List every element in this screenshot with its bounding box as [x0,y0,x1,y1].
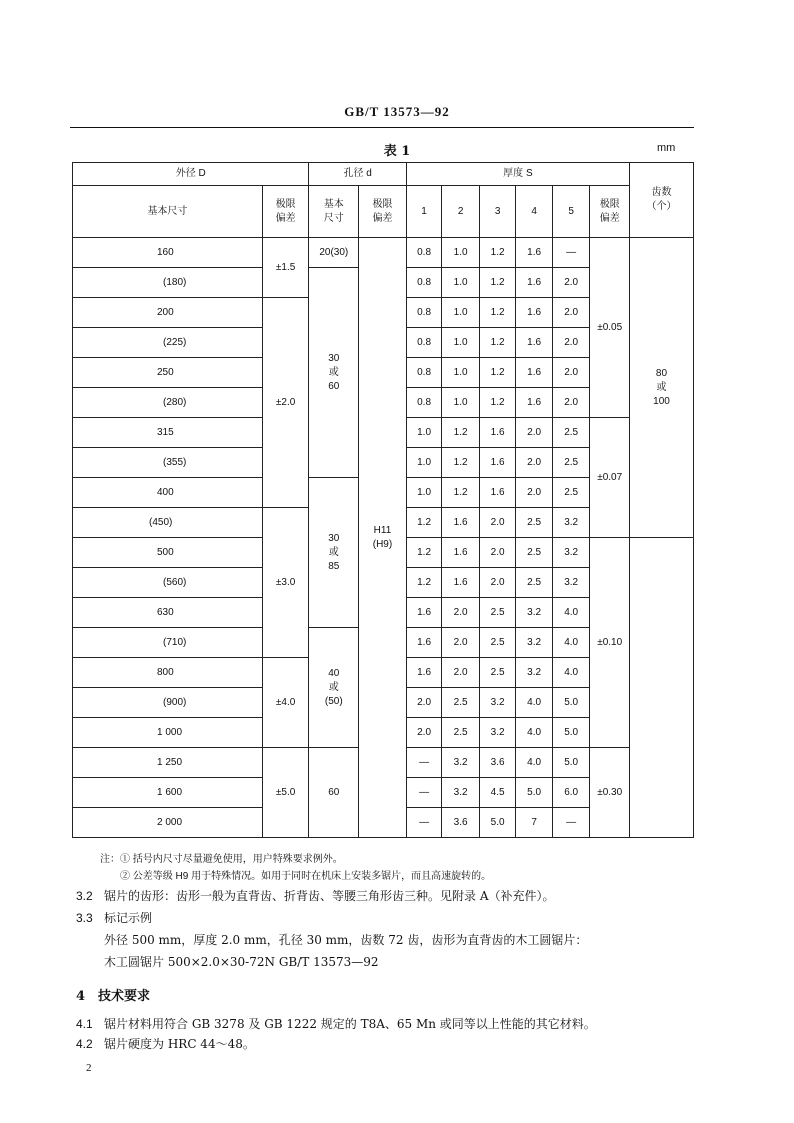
bore-tolerance-primary: H11 [373,524,392,536]
thickness-cell: 1.6 [442,508,480,538]
bore-value-b: 85 [328,560,340,572]
thickness-deviation-cell: ±0.07 [590,418,630,538]
thickness-cell: 3.2 [479,688,516,718]
clause-text: 锯片材料用符合 GB 3278 及 GB 1222 规定的 T8A、65 Mn 或同等以上性能的其它材料。 [104,1017,596,1031]
thickness-cell: 0.8 [406,298,442,328]
thickness-cell: 2.5 [516,508,553,538]
thickness-cell: 5.0 [552,748,590,778]
clause-4-2 [76,1034,255,1054]
bore-basic-cell: 20(30) [309,238,359,268]
thickness-cell: — [552,808,590,838]
thickness-cell: 1.0 [442,298,480,328]
outer-deviation-cell: ±5.0 [262,748,309,838]
clause-text: 标记示例 [104,911,153,925]
thickness-cell: 2.0 [552,328,590,358]
bore-value-or: 或 [328,366,339,378]
thickness-cell: 2.5 [479,598,516,628]
clause-text: 锯片硬度为 HRC 44～48。 [104,1037,255,1051]
thickness-cell: 1.6 [516,388,553,418]
thickness-cell: — [406,808,442,838]
teeth-count-empty-cell [629,538,693,838]
thickness-cell: 4.0 [516,718,553,748]
header-basic-size: 基本尺寸 [73,186,263,238]
bore-value-a: 40 [328,667,340,679]
thickness-cell: 1.6 [406,658,442,688]
thickness-cell: 4.0 [516,748,553,778]
bore-tolerance-alt: (H9) [372,538,393,550]
thickness-cell: 1.6 [406,628,442,658]
note-1: 注：① 括号内尺寸尽量避免使用，用户特殊要求例外。 [100,854,343,865]
thickness-cell: 0.8 [406,268,442,298]
thickness-cell: 1.6 [479,478,516,508]
thickness-cell: 1.6 [516,238,553,268]
thickness-cell: 1.2 [442,418,480,448]
standard-header: GB/T 13573—92 [344,104,450,119]
outer-diameter-cell: 500 [73,538,263,568]
thickness-cell: 5.0 [479,808,516,838]
thickness-cell: 1.2 [479,238,516,268]
thickness-cell: 1.2 [479,358,516,388]
section-title: 技术要求 [98,989,151,1004]
outer-diameter-cell: (560) [73,568,263,598]
outer-diameter-cell: (450) [73,508,263,538]
bore-basic-cell: 60 [309,748,359,838]
thickness-cell: 1.6 [516,358,553,388]
thickness-cell: 2.5 [479,658,516,688]
outer-diameter-cell: 200 [73,298,263,328]
outer-diameter-cell: 1 000 [73,718,263,748]
outer-diameter-cell: 800 [73,658,263,688]
header-teeth-count: 齿数（个） [629,163,693,238]
thickness-cell: 0.8 [406,238,442,268]
thickness-cell: 2.0 [479,538,516,568]
teeth-count-cell [629,238,693,538]
thickness-cell: 2.0 [406,688,442,718]
thickness-cell: 0.8 [406,388,442,418]
thickness-cell: 1.6 [516,328,553,358]
thickness-cell: 3.2 [552,508,590,538]
thickness-cell: 2.0 [552,358,590,388]
header-thickness: 厚度 S [406,163,629,186]
header-s1: 1 [406,186,442,238]
thickness-cell: 1.2 [479,298,516,328]
outer-deviation-cell: ±4.0 [262,658,309,748]
outer-diameter-cell: 1 600 [73,778,263,808]
thickness-cell: 2.5 [442,718,480,748]
bore-value-b: 60 [328,380,340,392]
thickness-cell: 1.2 [479,388,516,418]
outer-diameter-cell: 315 [73,418,263,448]
thickness-cell: 1.0 [442,268,480,298]
thickness-cell: 1.6 [479,418,516,448]
thickness-cell: 1.6 [442,568,480,598]
thickness-cell: 1.0 [442,238,480,268]
thickness-cell: 1.2 [479,328,516,358]
table-caption: 表 1 [383,144,411,159]
thickness-cell: 1.0 [442,388,480,418]
header-bore-limit-deviation: 极限偏差 [359,186,407,238]
header-s5: 5 [552,186,590,238]
section-number: 4 [76,989,86,1004]
thickness-cell: 1.2 [406,538,442,568]
thickness-cell: 3.2 [552,538,590,568]
thickness-cell: 2.5 [442,688,480,718]
teeth-value-a: 80 [655,367,668,379]
teeth-value-or: 或 [656,381,667,393]
thickness-cell: 1.6 [406,598,442,628]
thickness-cell: 2.0 [442,658,480,688]
thickness-cell: 1.0 [406,478,442,508]
bore-value-a: 30 [328,532,340,544]
thickness-cell: 3.2 [442,748,480,778]
clause-3-3 [76,908,152,928]
thickness-cell: 1.0 [406,418,442,448]
thickness-cell: 3.2 [479,718,516,748]
clause-text: 锯片的齿形：齿形一般为直背齿、折背齿、等腰三角形齿三种。见附录 A（补充件）。 [104,889,555,903]
thickness-cell: 2.0 [479,508,516,538]
bore-value-or: 或 [328,546,339,558]
outer-diameter-cell: (280) [73,388,263,418]
page-number: 2 [86,1062,92,1074]
bore-value-a: 30 [328,352,340,364]
table-unit: mm [657,142,676,154]
outer-diameter-cell: 160 [73,238,263,268]
outer-deviation-cell: ±2.0 [262,298,309,508]
header-rule [70,127,694,128]
outer-diameter-cell: 630 [73,598,263,628]
thickness-cell: 1.6 [479,448,516,478]
header-bore-basic-size: 基本尺寸 [309,186,359,238]
bore-value-or: 或 [328,681,339,693]
header-s4: 4 [516,186,553,238]
thickness-cell: 0.8 [406,328,442,358]
outer-diameter-cell: 250 [73,358,263,388]
thickness-cell: 4.0 [552,658,590,688]
thickness-cell: 6.0 [552,778,590,808]
clause-number: 3.3 [76,911,93,925]
thickness-cell: 2.0 [406,718,442,748]
thickness-cell: — [552,238,590,268]
header-s2: 2 [442,186,480,238]
bore-basic-cell [309,478,359,628]
header-bore-diameter: 孔径 d [309,163,406,186]
thickness-cell: 1.2 [479,268,516,298]
thickness-deviation-cell: ±0.05 [590,238,630,418]
outer-diameter-cell: (180) [73,268,263,298]
clause-number: 4.1 [76,1017,93,1031]
clause-3-2 [76,886,554,906]
outer-diameter-cell: 1 250 [73,748,263,778]
thickness-cell: 2.5 [516,538,553,568]
marking-example-line-2: 木工圆锯片 500×2.0×30-72N GB/T 13573—92 [104,955,379,969]
bore-basic-cell [309,268,359,478]
thickness-cell: 1.0 [406,448,442,478]
bore-tolerance-cell [359,238,407,838]
section-4-heading [76,985,150,1004]
clause-number: 3.2 [76,889,93,903]
thickness-cell: 3.2 [442,778,480,808]
thickness-cell: 2.5 [516,568,553,598]
thickness-deviation-cell: ±0.10 [590,538,630,748]
thickness-cell: 2.0 [442,628,480,658]
clause-4-1 [76,1014,596,1034]
thickness-cell: 7 [516,808,553,838]
header-thickness-limit-deviation: 极限偏差 [590,186,630,238]
header-s3: 3 [479,186,516,238]
bore-value-b: (50) [324,695,343,707]
thickness-cell: 1.0 [442,358,480,388]
thickness-cell: — [406,748,442,778]
thickness-cell: — [406,778,442,808]
thickness-cell: 0.8 [406,358,442,388]
thickness-cell: 2.0 [479,568,516,598]
thickness-cell: 3.2 [516,658,553,688]
thickness-cell: 5.0 [552,688,590,718]
table-notes [100,851,491,885]
bore-basic-cell [309,628,359,748]
thickness-cell: 1.6 [516,268,553,298]
outer-diameter-cell: (710) [73,628,263,658]
outer-deviation-cell: ±1.5 [262,238,309,298]
thickness-cell: 2.0 [552,388,590,418]
thickness-cell: 3.2 [516,628,553,658]
thickness-cell: 2.0 [516,478,553,508]
thickness-cell: 4.5 [479,778,516,808]
thickness-cell: 2.0 [516,448,553,478]
outer-diameter-cell: (900) [73,688,263,718]
saw-blade-dimension-table [72,162,694,838]
thickness-cell: 3.6 [442,808,480,838]
thickness-cell: 2.5 [552,448,590,478]
outer-diameter-cell: 2 000 [73,808,263,838]
thickness-cell: 1.6 [442,538,480,568]
clause-number: 4.2 [76,1037,93,1051]
outer-deviation-cell: ±3.0 [262,508,309,658]
outer-diameter-cell: 400 [73,478,263,508]
thickness-cell: 4.0 [516,688,553,718]
thickness-cell: 1.6 [516,298,553,328]
thickness-cell: 1.2 [442,478,480,508]
thickness-cell: 1.2 [442,448,480,478]
thickness-cell: 2.5 [552,418,590,448]
thickness-cell: 1.2 [406,508,442,538]
thickness-cell: 4.0 [552,628,590,658]
header-limit-deviation: 极限偏差 [262,186,309,238]
thickness-cell: 1.0 [442,328,480,358]
marking-example-line-1: 外径 500 mm，厚度 2.0 mm，孔径 30 mm，齿数 72 齿，齿形为直背齿的木工圆锯片： [104,933,588,947]
thickness-cell: 3.2 [552,568,590,598]
thickness-cell: 3.6 [479,748,516,778]
outer-diameter-cell: (225) [73,328,263,358]
thickness-cell: 2.5 [479,628,516,658]
thickness-cell: 5.0 [516,778,553,808]
header-outer-diameter: 外径 D [73,163,309,186]
outer-diameter-cell: (355) [73,448,263,478]
thickness-deviation-cell: ±0.30 [590,748,630,838]
thickness-cell: 2.0 [516,418,553,448]
thickness-cell: 4.0 [552,598,590,628]
thickness-cell: 2.0 [552,268,590,298]
thickness-cell: 5.0 [552,718,590,748]
thickness-cell: 1.2 [406,568,442,598]
note-2: ② 公差等级 H9 用于特殊情况。如用于同时在机床上安装多锯片，而且高速旋转的。 [120,871,492,882]
thickness-cell: 2.5 [552,478,590,508]
thickness-cell: 3.2 [516,598,553,628]
teeth-value-b: 100 [653,395,670,407]
thickness-cell: 2.0 [552,298,590,328]
thickness-cell: 2.0 [442,598,480,628]
